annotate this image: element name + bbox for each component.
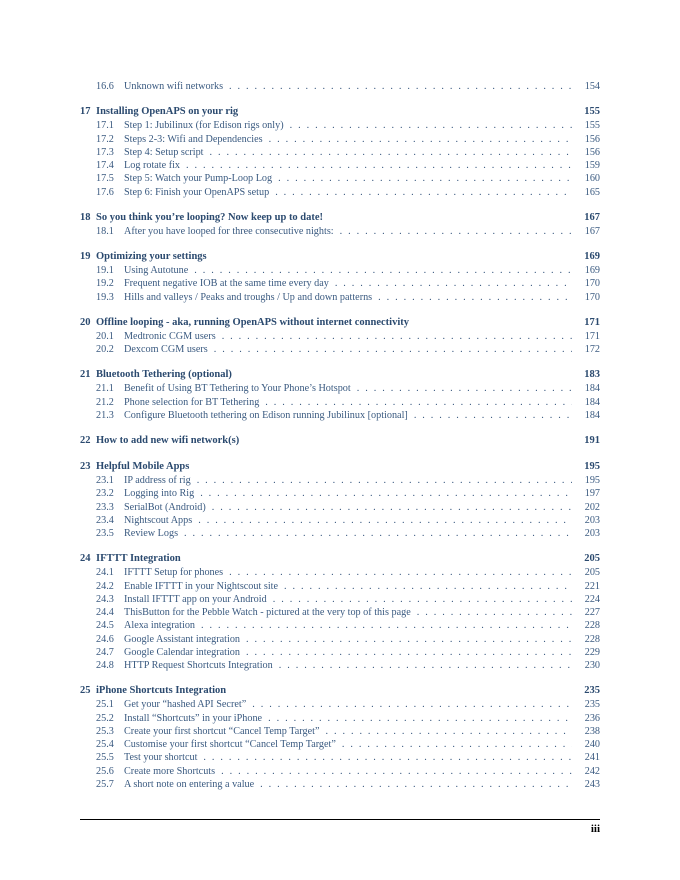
entry-number: 25.5 (96, 752, 114, 764)
chapter-title: Offline looping - aka, running OpenAPS without internet connectivity (96, 316, 409, 328)
entry-page: 203 (584, 514, 600, 526)
chapter-number: 19 (80, 251, 91, 262)
dot-leader (212, 501, 572, 514)
toc-section (80, 105, 600, 199)
dot-leader (198, 514, 572, 527)
entry-page: 227 (584, 607, 600, 618)
chapter-page: 155 (584, 106, 600, 118)
toc-entry-link[interactable] (80, 146, 600, 159)
toc-entry-link[interactable] (80, 566, 600, 579)
dot-leader (417, 606, 572, 619)
entry-page: 155 (584, 120, 600, 132)
toc-entry-link[interactable] (80, 186, 600, 199)
dot-leader (275, 186, 572, 199)
entry-title: Alexa integration (124, 620, 196, 632)
toc-entry-link[interactable] (80, 487, 600, 500)
toc-entry-link[interactable] (80, 264, 600, 277)
chapter-link[interactable] (80, 316, 600, 330)
dot-leader (342, 738, 572, 751)
entry-page: 205 (584, 567, 600, 579)
entry-title: Step 6: Finish your OpenAPS setup (124, 186, 270, 198)
entry-number: 23.1 (96, 475, 114, 486)
dot-leader (194, 264, 572, 277)
entry-title: ThisButton for the Pebble Watch - pictured at the very top of this page (124, 607, 411, 618)
chapter-link[interactable] (80, 460, 600, 474)
entry-page: 197 (584, 488, 600, 500)
toc-entry-link[interactable] (80, 277, 600, 290)
entry-page: 154 (584, 81, 600, 92)
chapter-page: 205 (584, 553, 600, 565)
dot-leader (335, 277, 572, 290)
dot-leader (201, 619, 572, 632)
toc-entry-link[interactable] (80, 133, 600, 146)
entry-title: Create more Shortcuts (124, 765, 216, 777)
toc-entry-link[interactable] (80, 343, 600, 356)
entry-page: 241 (584, 752, 600, 764)
entry-number: 19.3 (96, 291, 114, 303)
entry-number: 21.1 (96, 383, 114, 395)
entry-page: 230 (584, 660, 600, 671)
entry-title: Test your shortcut (124, 752, 198, 764)
toc-section (80, 684, 600, 791)
entry-title: A short note on entering a value (124, 778, 255, 790)
toc-entry-link[interactable] (80, 698, 600, 711)
entry-page: 169 (584, 265, 600, 276)
entry-title: Log rotate fix (124, 160, 181, 171)
entry-title: Logging into Rig (124, 488, 195, 500)
chapter-title: Optimizing your settings (96, 251, 207, 262)
chapter-title: So you think you’re looping? Now keep up to date! (96, 211, 324, 223)
entry-page: 184 (584, 409, 600, 421)
chapter-number: 24 (80, 553, 91, 565)
dot-leader (325, 725, 572, 738)
chapter-link[interactable] (80, 368, 600, 382)
toc-entry-link[interactable] (80, 633, 600, 646)
entry-number: 24.3 (96, 593, 114, 605)
dot-leader (214, 343, 572, 356)
entry-number: 17.4 (96, 160, 114, 171)
chapter-title: Installing OpenAPS on your rig (96, 106, 239, 118)
entry-title: HTTP Request Shortcuts Integration (124, 660, 273, 671)
entry-page: 159 (584, 160, 600, 171)
entry-title: Customise your first shortcut “Cancel Temp Target” (124, 739, 336, 750)
entry-page: 229 (584, 646, 600, 658)
entry-number: 21.2 (96, 396, 114, 408)
dot-leader (378, 291, 572, 304)
toc-entry-link[interactable] (80, 501, 600, 514)
entry-number: 24.2 (96, 580, 114, 592)
chapter-title: Bluetooth Tethering (optional) (96, 369, 232, 381)
chapter-title: Helpful Mobile Apps (96, 461, 190, 472)
chapter-number: 23 (80, 461, 91, 472)
entry-number: 23.3 (96, 501, 114, 513)
table-of-contents (80, 80, 600, 803)
entry-title: Step 1: Jubilinux (for Edison rigs only) (124, 120, 284, 132)
toc-section (80, 316, 600, 357)
dot-leader (269, 133, 572, 146)
toc-entry-link[interactable] (80, 619, 600, 632)
entry-number: 23.5 (96, 528, 114, 539)
entry-title: Review Logs (124, 528, 179, 539)
entry-title: Steps 2-3: Wifi and Dependencies (124, 133, 263, 145)
entry-page: 170 (584, 291, 600, 303)
toc-entry-link[interactable] (80, 593, 600, 606)
entry-title: Nightscout Apps (124, 514, 193, 526)
dot-leader (186, 159, 572, 172)
toc-entry-link[interactable] (80, 159, 600, 172)
chapter-number: 18 (80, 211, 91, 223)
entry-number: 21.3 (96, 409, 114, 421)
toc-entry-link[interactable] (80, 330, 600, 343)
entry-number: 25.7 (96, 778, 114, 790)
entry-title: Google Assistant integration (124, 633, 241, 645)
toc-entry-link[interactable] (80, 80, 600, 93)
toc-section (80, 80, 600, 93)
toc-entry-link[interactable] (80, 225, 600, 238)
entry-page: 165 (584, 186, 600, 198)
page-number: iii (590, 823, 600, 835)
toc-section (80, 250, 600, 304)
entry-title: Using Autotune (124, 265, 189, 276)
entry-number: 17.2 (96, 133, 114, 145)
entry-page: 184 (584, 383, 600, 395)
entry-page: 170 (584, 278, 600, 290)
entry-title: Get your “hashed API Secret” (124, 699, 247, 711)
chapter-title: IFTTT Integration (96, 553, 181, 565)
entry-number: 24.4 (96, 607, 114, 618)
entry-title: Google Calendar integration (124, 646, 240, 658)
entry-page: 171 (584, 330, 600, 342)
chapter-title: iPhone Shortcuts Integration (96, 685, 227, 697)
toc-entry-link[interactable] (80, 172, 600, 185)
dot-leader (246, 633, 572, 646)
dot-leader (221, 765, 572, 778)
dot-leader (260, 778, 572, 791)
toc-section (80, 368, 600, 422)
toc-entry-link[interactable] (80, 606, 600, 619)
entry-number: 17.5 (96, 173, 114, 185)
dot-leader (200, 487, 572, 500)
entry-page: 228 (584, 620, 600, 632)
entry-page: 195 (584, 475, 600, 486)
dot-leader (265, 396, 572, 409)
entry-title: Install “Shortcuts” in your iPhone (124, 712, 263, 724)
entry-title: Step 4: Setup script (124, 146, 204, 158)
dot-leader (357, 382, 572, 395)
chapter-number: 17 (80, 106, 91, 118)
chapter-number: 21 (80, 369, 91, 381)
entry-page: 203 (584, 528, 600, 539)
toc-entry-link[interactable] (80, 712, 600, 725)
dot-leader (210, 146, 572, 159)
chapter-number: 25 (80, 685, 91, 697)
toc-entry-link[interactable] (80, 725, 600, 738)
entry-number: 19.2 (96, 278, 114, 290)
entry-title: Step 5: Watch your Pump-Loop Log (124, 173, 273, 185)
chapter-page: 169 (584, 251, 600, 262)
entry-number: 16.6 (96, 81, 114, 92)
dot-leader (229, 566, 572, 579)
toc-entry-link[interactable] (80, 396, 600, 409)
chapter-link[interactable] (80, 684, 600, 698)
chapter-page: 195 (584, 461, 600, 472)
chapter-link[interactable] (80, 552, 600, 566)
toc-entry-link[interactable] (80, 119, 600, 132)
entry-title: Hills and valleys / Peaks and troughs / Up and down patterns (124, 291, 373, 303)
dot-leader (414, 409, 572, 422)
entry-number: 20.2 (96, 344, 114, 355)
toc-entry-link[interactable] (80, 527, 600, 540)
entry-page: 160 (584, 173, 600, 185)
entry-page: 228 (584, 633, 600, 645)
chapter-link[interactable] (80, 434, 600, 448)
chapter-number: 22 (80, 435, 91, 446)
chapter-page: 183 (584, 369, 600, 381)
entry-page: 167 (584, 225, 600, 237)
entry-title: Configure Bluetooth tethering on Edison running Jubilinux [optional] (124, 409, 408, 421)
entry-number: 19.1 (96, 265, 114, 276)
entry-number: 25.3 (96, 725, 114, 737)
dot-leader (252, 698, 572, 711)
entry-title: Dexcom CGM users (124, 344, 208, 355)
dot-leader (184, 527, 572, 540)
toc-entry-link[interactable] (80, 738, 600, 751)
toc-entry-link[interactable] (80, 382, 600, 395)
dot-leader (340, 225, 572, 238)
chapter-link[interactable] (80, 105, 600, 119)
toc-section (80, 434, 600, 448)
entry-number: 17.3 (96, 146, 114, 158)
toc-entry-link[interactable] (80, 646, 600, 659)
dot-leader (290, 119, 572, 132)
entry-title: Medtronic CGM users (124, 330, 216, 342)
entry-number: 17.1 (96, 120, 114, 132)
entry-number: 18.1 (96, 225, 114, 237)
dot-leader (278, 172, 572, 185)
entry-title: SerialBot (Android) (124, 501, 206, 513)
entry-number: 25.1 (96, 699, 114, 711)
entry-page: 238 (584, 725, 600, 737)
dot-leader (284, 580, 572, 593)
footer-rule (80, 819, 600, 820)
chapter-link[interactable] (80, 250, 600, 264)
entry-title: Enable IFTTT in your Nightscout site (124, 580, 279, 592)
entry-page: 236 (584, 712, 600, 724)
entry-number: 24.1 (96, 567, 114, 579)
dot-leader (279, 659, 572, 672)
entry-number: 23.2 (96, 488, 114, 500)
chapter-page: 171 (584, 316, 600, 328)
chapter-link[interactable] (80, 211, 600, 225)
entry-number: 24.5 (96, 620, 114, 632)
toc-entry-link[interactable] (80, 751, 600, 764)
chapter-number: 20 (80, 316, 91, 328)
entry-title: Benefit of Using BT Tethering to Your Phone’s Hotspot (124, 383, 351, 395)
dot-leader (229, 80, 572, 93)
entry-page: 156 (584, 146, 600, 158)
dot-leader (222, 330, 572, 343)
chapter-page: 191 (584, 435, 600, 446)
entry-page: 221 (584, 580, 600, 592)
toc-entry-link[interactable] (80, 291, 600, 304)
chapter-page: 167 (584, 211, 600, 223)
entry-page: 202 (584, 501, 600, 513)
toc-entry-link[interactable] (80, 765, 600, 778)
entry-number: 25.2 (96, 712, 114, 724)
toc-entry-link[interactable] (80, 580, 600, 593)
entry-title: After you have looped for three consecutive nights: (124, 225, 334, 237)
entry-title: Unknown wifi networks (124, 81, 224, 92)
entry-number: 24.8 (96, 660, 114, 671)
entry-page: 242 (584, 765, 600, 777)
entry-number: 24.6 (96, 633, 114, 645)
entry-page: 156 (584, 133, 600, 145)
entry-page: 184 (584, 396, 600, 408)
entry-page: 224 (584, 593, 600, 605)
toc-entry-link[interactable] (80, 778, 600, 791)
toc-entry-link[interactable] (80, 474, 600, 487)
toc-section (80, 211, 600, 238)
dot-leader (203, 751, 572, 764)
entry-title: IFTTT Setup for phones (124, 567, 224, 579)
dot-leader (273, 593, 572, 606)
entry-number: 25.4 (96, 739, 114, 750)
toc-section (80, 460, 600, 540)
dot-leader (197, 474, 572, 487)
toc-entry-link[interactable] (80, 659, 600, 672)
entry-number: 24.7 (96, 646, 114, 658)
entry-number: 23.4 (96, 514, 114, 526)
entry-page: 240 (584, 739, 600, 750)
dot-leader (246, 646, 572, 659)
entry-page: 235 (584, 699, 600, 711)
toc-entry-link[interactable] (80, 409, 600, 422)
entry-page: 172 (584, 344, 600, 355)
chapter-title: How to add new wifi network(s) (96, 435, 240, 446)
entry-title: IP address of rig (124, 475, 191, 486)
entry-page: 243 (584, 778, 600, 790)
dot-leader (268, 712, 572, 725)
entry-number: 17.6 (96, 186, 114, 198)
entry-number: 20.1 (96, 330, 114, 342)
entry-title: Frequent negative IOB at the same time every day (124, 278, 329, 290)
toc-entry-link[interactable] (80, 514, 600, 527)
entry-title: Install IFTTT app on your Android (124, 593, 267, 605)
toc-section (80, 552, 600, 672)
entry-title: Phone selection for BT Tethering (124, 396, 260, 408)
chapter-page: 235 (584, 685, 600, 697)
entry-number: 25.6 (96, 765, 114, 777)
entry-title: Create your first shortcut “Cancel Temp Target” (124, 725, 320, 737)
